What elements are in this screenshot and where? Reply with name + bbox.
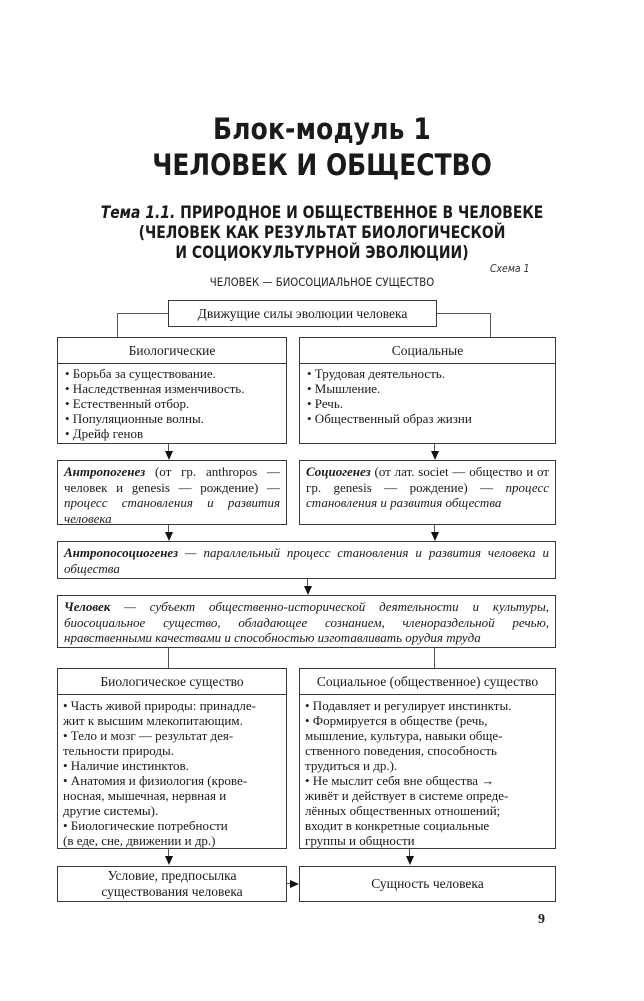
human-definition-box	[57, 595, 556, 648]
biological-factors-title: Биологические	[58, 338, 286, 364]
scheme-title: ЧЕЛОВЕК — БИОСОЦИАЛЬНОЕ СУЩЕСТВО	[209, 275, 435, 289]
list-item: другие системы).	[63, 803, 159, 818]
list-item: ственного поведения, способность	[305, 743, 497, 758]
anthroposociogenesis-term: Антропосоциогенез	[64, 545, 179, 560]
list-item: трудиться и др.).	[305, 758, 398, 773]
sociogenesis-box	[299, 460, 556, 525]
arrow-right-icon	[290, 880, 299, 888]
sociogenesis-etymology: (от лат. societ — общество и от гр. genesis — рождение) —	[306, 464, 549, 495]
topic-prefix: Тема 1.1.	[100, 203, 176, 223]
biological-being-box	[57, 668, 287, 849]
connector-line	[117, 313, 168, 314]
scheme-label: Схема 1	[490, 262, 530, 275]
human-definition-text	[58, 596, 555, 649]
list-item: • Дрейф генов	[65, 426, 144, 441]
anthroposociogenesis-box	[57, 541, 556, 579]
social-being-title: Социальное (общественное) существо	[300, 669, 555, 695]
arrow-down-icon	[431, 451, 439, 460]
biological-factors-list	[58, 364, 286, 443]
list-item: • Наличие инстинктов.	[63, 758, 189, 773]
anthropogenesis-etymology: (от гр. anthropos — человек и genesis — рождение) —	[64, 464, 280, 495]
list-item: • Популяционные волны.	[65, 411, 204, 426]
arrow-down-icon	[165, 532, 173, 541]
list-item: • Мышление.	[307, 381, 381, 396]
essence-text: Сущность человека	[371, 876, 484, 891]
list-item: • Борьба за существование.	[65, 366, 216, 381]
list-item: лённых общественных отношений;	[305, 803, 501, 818]
sociogenesis-term: Социогенез	[306, 464, 371, 479]
list-item: • Общественный образ жизни	[307, 411, 472, 426]
anthroposociogenesis-text	[58, 542, 555, 579]
biological-being-title: Биологическое существо	[58, 669, 286, 695]
list-item: • Биологические потребности	[63, 818, 228, 833]
block-module-subtitle: ЧЕЛОВЕК И ОБЩЕСТВО	[152, 148, 492, 182]
social-factors-box	[299, 337, 556, 444]
list-item: • Естественный отбор.	[65, 396, 190, 411]
social-being-list	[300, 695, 555, 851]
list-item: • Речь.	[307, 396, 344, 411]
page-number: 9	[538, 912, 545, 927]
topic-title-line2: (ЧЕЛОВЕК КАК РЕЗУЛЬТАТ БИОЛОГИЧЕСКОЙ	[138, 223, 506, 243]
arrow-down-icon	[406, 856, 414, 865]
anthropogenesis-box	[57, 460, 287, 525]
social-being-box	[299, 668, 556, 849]
list-item: живёт и действует в системе опреде-	[305, 788, 509, 803]
list-item: носная, мышечная, нервная и	[63, 788, 227, 803]
connector-line	[117, 313, 118, 337]
list-item: • Тело и мозг — результат дея-	[63, 728, 234, 743]
topic-title-line1	[58, 203, 586, 223]
arrow-down-icon	[431, 532, 439, 541]
anthroposociogenesis-definition: — параллельный процесс становления и развития человека и общества	[64, 545, 549, 576]
condition-line2: существования человека	[101, 884, 243, 899]
block-module-title: Блок-модуль 1	[213, 112, 431, 146]
sociogenesis-definition: процесс становления и развития общества	[306, 479, 549, 510]
list-item: жит к высшим млекопитающим.	[63, 713, 243, 728]
driving-forces-box	[168, 300, 437, 327]
list-item: (в еде, сне, движении и др.)	[63, 833, 216, 848]
human-definition: — субъект общественно-исторической деятельности и культуры, биосоциальное существо, обладающее сознанием, членораздельной речью, нравственными качествами и способностью изготавливать орудия труда	[64, 599, 549, 645]
human-term: Человек	[64, 599, 111, 614]
social-factors-list	[300, 364, 555, 428]
list-item: • Наследственная изменчивость.	[65, 381, 245, 396]
arrow-down-icon	[165, 451, 173, 460]
list-item: • Формируется в обществе (речь,	[305, 713, 488, 728]
arrow-down-icon	[165, 856, 173, 865]
anthropogenesis-text	[58, 461, 286, 529]
sociogenesis-text	[300, 461, 555, 514]
biological-factors-box	[57, 337, 287, 444]
social-factors-title: Социальные	[300, 338, 555, 364]
condition-line1: Условие, предпосылка	[107, 868, 237, 883]
list-item: • Подавляет и регулирует инстинкты.	[305, 698, 512, 713]
list-item: тельности природы.	[63, 743, 174, 758]
list-item: • Часть живой природы: принадле-	[63, 698, 256, 713]
anthropogenesis-definition: процесс становления и развития человека	[64, 495, 280, 526]
biological-being-list	[58, 695, 286, 851]
list-item: мышление, культура, навыки обще-	[305, 728, 503, 743]
list-item: группы и общности	[305, 833, 415, 848]
condition-box	[57, 866, 287, 902]
topic-title-line3: И СОЦИОКУЛЬТУРНОЙ ЭВОЛЮЦИИ)	[175, 243, 469, 263]
anthropogenesis-term: Антропогенез	[64, 464, 146, 479]
condition-text	[58, 867, 286, 901]
list-item: входит в конкретные социальные	[305, 818, 490, 833]
list-item: • Анатомия и физиология (крове-	[63, 773, 248, 788]
connector-line	[490, 313, 491, 337]
essence-box	[299, 866, 556, 902]
arrow-down-icon	[304, 586, 312, 595]
driving-forces-label: Движущие силы эволюции человека	[197, 305, 408, 321]
list-item: • Не мыслит себя вне общества →	[305, 773, 495, 788]
connector-line	[434, 648, 435, 668]
topic-line1-text: ПРИРОДНОЕ И ОБЩЕСТВЕННОЕ В ЧЕЛОВЕКЕ	[180, 203, 544, 223]
connector-line	[437, 313, 491, 314]
list-item: • Трудовая деятельность.	[307, 366, 445, 381]
connector-line	[168, 648, 169, 668]
